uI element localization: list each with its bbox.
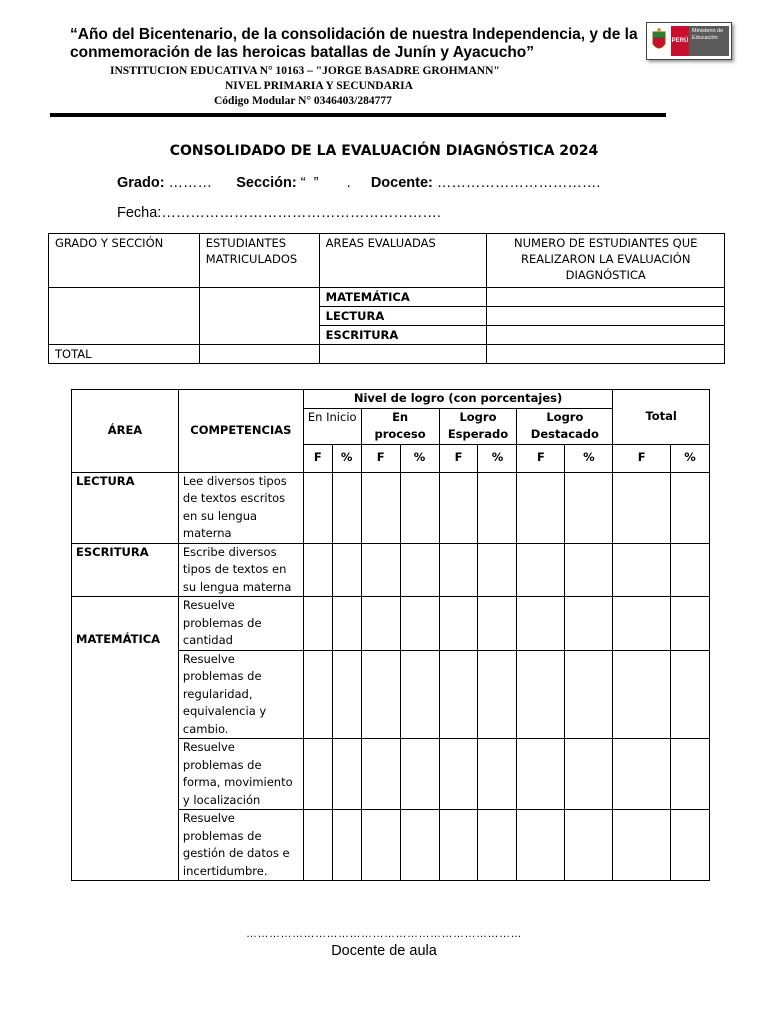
total-areas-cell[interactable] xyxy=(319,345,487,364)
school-name: INSTITUCION EDUCATIVA N° 10163 – "JORGE BASADRE GROHMANN" xyxy=(110,65,500,77)
data-cell[interactable] xyxy=(613,810,671,881)
data-cell[interactable] xyxy=(478,543,517,597)
header-total: Total xyxy=(613,390,710,445)
sub-pct: % xyxy=(565,444,613,472)
data-cell[interactable] xyxy=(671,739,710,810)
sub-pct: % xyxy=(671,444,710,472)
header-matriculados: ESTUDIANTES MATRICULADOS xyxy=(199,234,319,288)
data-cell[interactable] xyxy=(303,650,332,739)
data-cell[interactable] xyxy=(361,810,400,881)
data-cell[interactable] xyxy=(361,472,400,543)
grado-seccion-cell[interactable] xyxy=(49,288,200,345)
sub-pct: % xyxy=(332,444,361,472)
sub-f: F xyxy=(517,444,565,472)
header-area: ÁREA xyxy=(72,390,179,473)
data-cell[interactable] xyxy=(478,472,517,543)
data-cell[interactable] xyxy=(613,472,671,543)
data-cell[interactable] xyxy=(303,543,332,597)
data-cell[interactable] xyxy=(478,650,517,739)
data-cell[interactable] xyxy=(332,597,361,651)
count-matematica-cell[interactable] xyxy=(487,288,725,307)
row-area-lectura: LECTURA xyxy=(72,472,179,543)
sub-pct: % xyxy=(478,444,517,472)
header-grado-seccion: GRADO Y SECCIÓN xyxy=(49,234,200,288)
grado-value[interactable]: ……… xyxy=(164,175,213,191)
grado-label: Grado: xyxy=(117,175,165,191)
data-cell[interactable] xyxy=(478,810,517,881)
row-competencia: Lee diversos tipos de textos escritos en su lengua materna xyxy=(178,472,303,543)
document-title: CONSOLIDADO DE LA EVALUACIÓN DIAGNÓSTICA 2024 xyxy=(169,143,599,159)
signature-label: Docente de aula xyxy=(331,943,437,959)
data-cell[interactable] xyxy=(565,650,613,739)
header-areas: AREAS EVALUADAS xyxy=(319,234,487,288)
data-cell[interactable] xyxy=(478,739,517,810)
sub-pct: % xyxy=(400,444,439,472)
achievement-table xyxy=(71,389,710,881)
seccion-label: Sección: xyxy=(236,175,297,191)
data-cell[interactable] xyxy=(671,597,710,651)
header-motto: “Año del Bicentenario, de la consolidación de nuestra Independencia, y de la conmemoración de las heroicas batallas de Junín y Ayacucho” xyxy=(70,26,638,61)
data-cell[interactable] xyxy=(439,543,478,597)
level-logro-esperado: Logro Esperado xyxy=(439,408,517,444)
data-cell[interactable] xyxy=(400,543,439,597)
data-cell[interactable] xyxy=(517,543,565,597)
total-count-cell[interactable] xyxy=(487,345,725,364)
level-logro-destacado: Logro Destacado xyxy=(517,408,613,444)
total-matriculados-cell[interactable] xyxy=(199,345,319,364)
data-cell[interactable] xyxy=(400,810,439,881)
data-cell[interactable] xyxy=(400,597,439,651)
matriculados-cell[interactable] xyxy=(199,288,319,345)
fecha-label: Fecha: xyxy=(117,205,162,221)
data-cell[interactable] xyxy=(613,650,671,739)
data-cell[interactable] xyxy=(361,543,400,597)
header-nivel-logro: Nivel de logro (con porcentajes) xyxy=(303,390,613,409)
row-area-matematica: MATEMÁTICA xyxy=(72,597,179,881)
fields-line-2 xyxy=(117,205,441,221)
data-cell[interactable] xyxy=(671,810,710,881)
data-cell[interactable] xyxy=(303,597,332,651)
area-lectura: LECTURA xyxy=(319,307,487,326)
row-competencia: Resuelve problemas de gestión de datos e incertidumbre. xyxy=(178,810,303,881)
header-numero-estudiantes: NUMERO DE ESTUDIANTES QUE REALIZARON LA EVALUACIÓN DIAGNÓSTICA xyxy=(487,234,725,288)
data-cell[interactable] xyxy=(332,650,361,739)
row-area-escritura: ESCRITURA xyxy=(72,543,179,597)
total-label: TOTAL xyxy=(49,345,200,364)
header-competencias: COMPETENCIAS xyxy=(178,390,303,473)
enrollment-table xyxy=(48,233,725,364)
sub-f: F xyxy=(361,444,400,472)
data-cell[interactable] xyxy=(439,650,478,739)
data-cell[interactable] xyxy=(565,739,613,810)
data-cell[interactable] xyxy=(517,810,565,881)
logo-country: PERÚ xyxy=(671,26,689,56)
data-cell[interactable] xyxy=(439,597,478,651)
data-cell[interactable] xyxy=(565,810,613,881)
sub-f: F xyxy=(439,444,478,472)
data-cell[interactable] xyxy=(439,810,478,881)
fields-line-1 xyxy=(117,175,600,191)
signature-line: ……………………………………………………………… xyxy=(246,928,522,940)
coat-of-arms-icon xyxy=(649,26,669,56)
count-escritura-cell[interactable] xyxy=(487,326,725,345)
data-cell[interactable] xyxy=(400,472,439,543)
data-cell[interactable] xyxy=(478,597,517,651)
school-level: NIVEL PRIMARIA Y SECUNDARIA xyxy=(225,80,413,92)
seccion-value[interactable]: “ ” . xyxy=(296,175,351,191)
data-cell[interactable] xyxy=(671,543,710,597)
docente-label: Docente: xyxy=(370,175,433,191)
data-cell[interactable] xyxy=(332,472,361,543)
data-cell[interactable] xyxy=(613,739,671,810)
area-matematica: MATEMÁTICA xyxy=(319,288,487,307)
data-cell[interactable] xyxy=(613,597,671,651)
data-cell[interactable] xyxy=(303,472,332,543)
logo-ministry: Ministerio de Educación xyxy=(689,26,729,56)
data-cell[interactable] xyxy=(303,810,332,881)
data-cell[interactable] xyxy=(439,472,478,543)
row-competencia: Escribe diversos tipos de textos en su lengua materna xyxy=(178,543,303,597)
data-cell[interactable] xyxy=(439,739,478,810)
school-code: Código Modular N° 0346403/284777 xyxy=(214,95,392,107)
row-competencia: Resuelve problemas de regularidad, equivalencia y cambio. xyxy=(178,650,303,739)
area-escritura: ESCRITURA xyxy=(319,326,487,345)
data-cell[interactable] xyxy=(517,739,565,810)
data-cell[interactable] xyxy=(332,810,361,881)
data-cell[interactable] xyxy=(332,543,361,597)
data-cell[interactable] xyxy=(565,472,613,543)
fecha-value[interactable]: …………………………………………………. xyxy=(161,205,441,221)
data-cell[interactable] xyxy=(565,543,613,597)
level-en-proceso: En proceso xyxy=(361,408,439,444)
ministry-logo xyxy=(646,22,732,60)
data-cell[interactable] xyxy=(303,739,332,810)
row-competencia: Resuelve problemas de cantidad xyxy=(178,597,303,651)
data-cell[interactable] xyxy=(361,597,400,651)
data-cell[interactable] xyxy=(400,650,439,739)
data-cell[interactable] xyxy=(613,543,671,597)
level-en-inicio: En Inicio xyxy=(303,408,361,444)
data-cell[interactable] xyxy=(565,597,613,651)
sub-f: F xyxy=(303,444,332,472)
data-cell[interactable] xyxy=(517,472,565,543)
data-cell[interactable] xyxy=(400,739,439,810)
data-cell[interactable] xyxy=(361,739,400,810)
sub-f: F xyxy=(613,444,671,472)
data-cell[interactable] xyxy=(332,739,361,810)
count-lectura-cell[interactable] xyxy=(487,307,725,326)
row-competencia: Resuelve problemas de forma, movimiento y localización xyxy=(178,739,303,810)
data-cell[interactable] xyxy=(517,597,565,651)
data-cell[interactable] xyxy=(671,472,710,543)
data-cell[interactable] xyxy=(361,650,400,739)
data-cell[interactable] xyxy=(517,650,565,739)
header-divider xyxy=(50,113,666,117)
data-cell[interactable] xyxy=(671,650,710,739)
docente-value[interactable]: ……………………………. xyxy=(432,175,601,191)
